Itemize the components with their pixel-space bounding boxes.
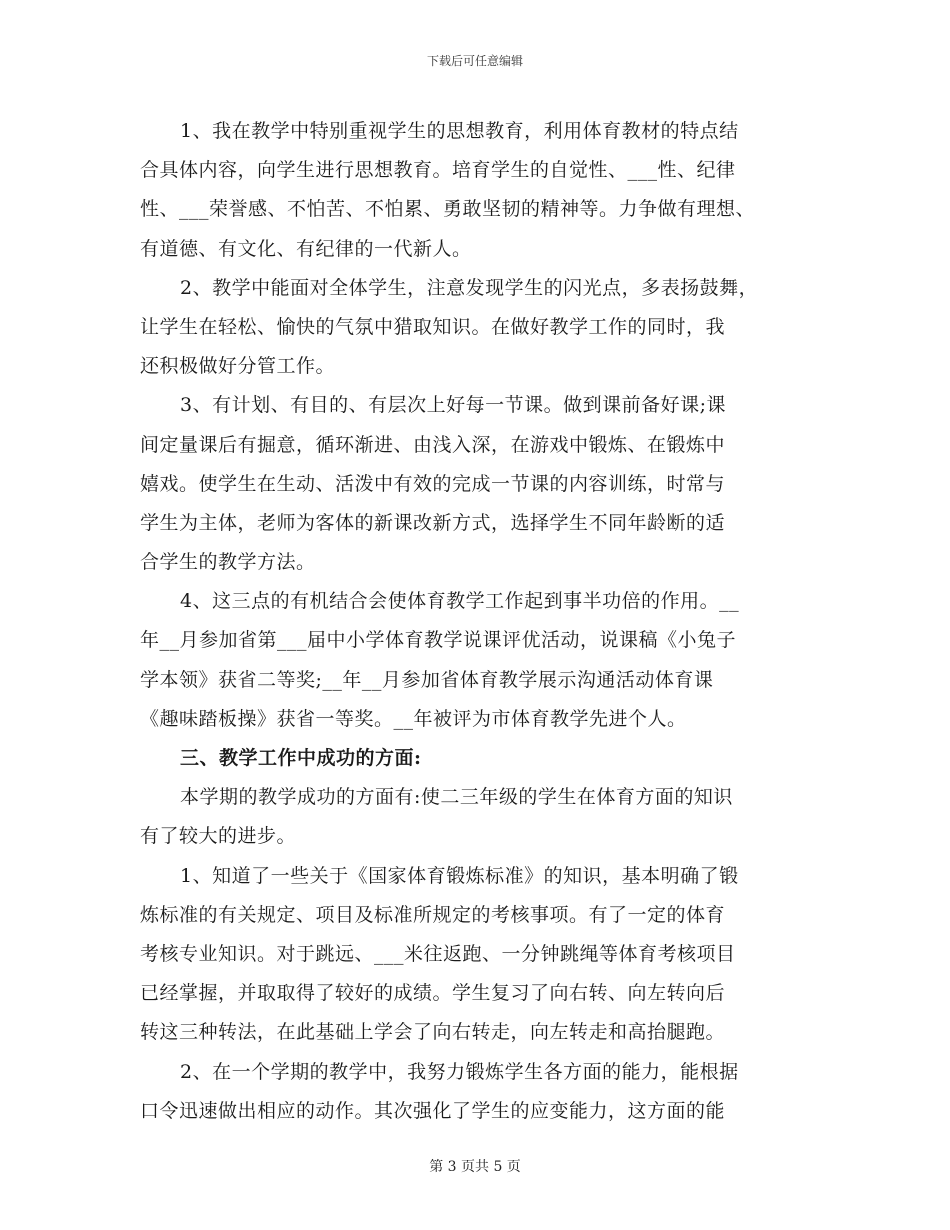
paragraph	[140, 582, 820, 739]
paragraph	[140, 1053, 820, 1131]
paragraph-line: 学生为主体，老师为客体的新课改新方式，选择学生不同年龄断的适	[140, 511, 726, 534]
paragraph-line: 转这三种转法，在此基础上学会了向右转走，向左转走和高抬腿跑。	[140, 1021, 726, 1044]
paragraph-line: 有道德、有文化、有纪律的一代新人。	[140, 237, 472, 260]
page-footer: 第 3 页共 5 页	[429, 1159, 521, 1175]
paragraph-line: 3、有计划、有目的、有层次上好每一节课。做到课前备好课;课	[180, 394, 726, 417]
paragraph-line: 有了较大的进步。	[140, 825, 297, 848]
paragraph-line: 学本领》获省二等奖;__年__月参加省体育教学展示沟通活动体育课	[140, 668, 714, 691]
paragraph-line: 2、教学中能面对全体学生，注意发现学生的闪光点，多表扬鼓舞，	[180, 276, 759, 299]
paragraph-line: 嬉戏。使学生在生动、活泼中有效的完成一节课的内容训练，时常与	[140, 472, 726, 495]
paragraph-line: 炼标准的有关规定、项目及标准所规定的考核事项。有了一定的体育	[140, 903, 726, 926]
section-heading	[140, 739, 820, 778]
paragraph-line: 2、在一个学期的教学中，我努力锻炼学生各方面的能力，能根据	[180, 1060, 739, 1083]
paragraph-line: 已经掌握，并取取得了较好的成绩。学生复习了向右转、向左转向后	[140, 982, 726, 1005]
paragraph-line: 年__月参加省第___届中小学体育教学说课评优活动，说课稿《小兔子	[140, 629, 737, 652]
paragraph-line: 《趣味踏板操》获省一等奖。__年被评为市体育教学先进个人。	[140, 707, 687, 730]
paragraph-line: 1、知道了一些关于《国家体育锻炼标准》的知识，基本明确了锻	[180, 864, 739, 887]
paragraph-line: 还积极做好分管工作。	[140, 355, 336, 378]
paragraph	[140, 269, 820, 387]
paragraph-line: 间定量课后有掘意，循环渐进、由浅入深，在游戏中锻炼、在锻炼中	[140, 433, 726, 456]
paragraph-line: 性、___荣誉感、不怕苦、不怕累、勇敢坚韧的精神等。力争做有理想、	[140, 198, 756, 221]
paragraph	[140, 386, 820, 582]
paragraph	[140, 112, 820, 269]
paragraph-line: 口令迅速做出相应的动作。其次强化了学生的应变能力，这方面的能	[140, 1099, 726, 1122]
section-heading-text: 三、教学工作中成功的方面:	[180, 747, 422, 769]
page-header: 下载后可任意编辑	[426, 54, 523, 68]
paragraph-line: 让学生在轻松、愉快的气氛中猎取知识。在做好教学工作的同时，我	[140, 315, 726, 338]
paragraph-line: 1、我在教学中特别重视学生的思想教育，利用体育教材的特点结	[180, 120, 739, 142]
paragraph	[140, 778, 820, 856]
paragraph-line: 4、这三点的有机结合会使体育教学工作起到事半功倍的作用。__	[180, 590, 740, 613]
paragraph-line: 考核专业知识。对于跳远、___米往返跑、一分钟跳绳等体育考核项目	[140, 942, 736, 965]
paragraph-line: 合具体内容，向学生进行思想教育。培育学生的自觉性、___性、纪律	[140, 159, 736, 182]
paragraph-line: 合学生的教学方法。	[140, 551, 316, 574]
paragraph-line: 本学期的教学成功的方面有:使二三年级的学生在体育方面的知识	[180, 786, 733, 809]
paragraph	[140, 857, 820, 1053]
document-body	[140, 112, 820, 1131]
